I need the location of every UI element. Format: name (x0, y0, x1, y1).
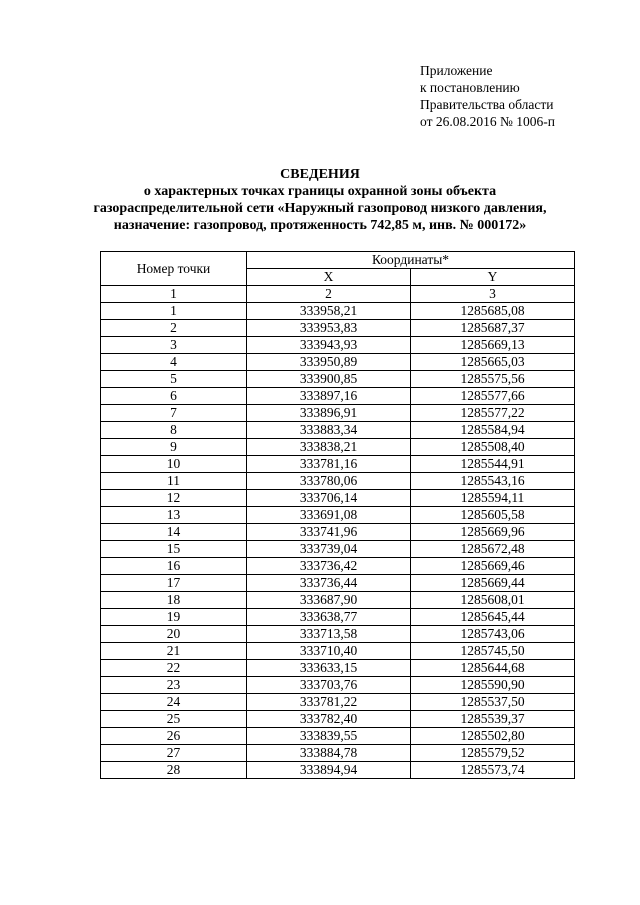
point-number-cell: 4 (101, 354, 247, 371)
appendix-line: к постановлению (420, 80, 520, 95)
appendix-note (420, 62, 555, 130)
table-row (101, 609, 575, 626)
y-coordinate-cell: 1285539,37 (411, 711, 575, 728)
y-coordinate-cell: 1285579,52 (411, 745, 575, 762)
y-coordinate-cell: 1285743,06 (411, 626, 575, 643)
y-coordinate-cell: 1285577,22 (411, 405, 575, 422)
y-coordinate-cell: 1285687,37 (411, 320, 575, 337)
x-coordinate-cell: 333638,77 (247, 609, 411, 626)
table-row (101, 711, 575, 728)
point-number-cell: 13 (101, 507, 247, 524)
table-row (101, 592, 575, 609)
y-coordinate-cell: 1285608,01 (411, 592, 575, 609)
point-number-cell: 12 (101, 490, 247, 507)
point-number-cell: 8 (101, 422, 247, 439)
point-number-cell: 23 (101, 677, 247, 694)
table-row (101, 728, 575, 745)
x-coordinate-cell: 333739,04 (247, 541, 411, 558)
point-number-cell: 16 (101, 558, 247, 575)
point-number-cell: 20 (101, 626, 247, 643)
y-coordinate-cell: 1285544,91 (411, 456, 575, 473)
y-coordinate-cell: 1285508,40 (411, 439, 575, 456)
appendix-line: от 26.08.2016 № 1006-п (420, 114, 555, 129)
column-number: 1 (101, 286, 247, 303)
point-number-cell: 17 (101, 575, 247, 592)
x-coordinate-cell: 333838,21 (247, 439, 411, 456)
x-coordinate-cell: 333894,94 (247, 762, 411, 779)
x-coordinate-cell: 333713,58 (247, 626, 411, 643)
appendix-line: Приложение (420, 63, 493, 78)
y-coordinate-cell: 1285584,94 (411, 422, 575, 439)
y-coordinate-cell: 1285685,08 (411, 303, 575, 320)
table-row (101, 694, 575, 711)
table-row (101, 660, 575, 677)
point-number-cell: 28 (101, 762, 247, 779)
point-number-cell: 1 (101, 303, 247, 320)
x-coordinate-cell: 333781,22 (247, 694, 411, 711)
table-row (101, 524, 575, 541)
table-row (101, 422, 575, 439)
point-number-cell: 10 (101, 456, 247, 473)
point-number-cell: 27 (101, 745, 247, 762)
y-coordinate-cell: 1285745,50 (411, 643, 575, 660)
table-row (101, 371, 575, 388)
y-coordinate-cell: 1285669,46 (411, 558, 575, 575)
y-coordinate-cell: 1285605,58 (411, 507, 575, 524)
table-row (101, 473, 575, 490)
document-title (0, 166, 640, 234)
table-row (101, 456, 575, 473)
x-coordinate-cell: 333950,89 (247, 354, 411, 371)
point-number-cell: 15 (101, 541, 247, 558)
header-x: X (247, 269, 411, 286)
title-line: о характерных точках границы охранной зоны объекта (143, 184, 497, 199)
table-row (101, 626, 575, 643)
x-coordinate-cell: 333633,15 (247, 660, 411, 677)
x-coordinate-cell: 333900,85 (247, 371, 411, 388)
table-body (101, 303, 575, 779)
header-point-number: Номер точки (101, 252, 247, 286)
table-row (101, 388, 575, 405)
x-coordinate-cell: 333710,40 (247, 643, 411, 660)
point-number-cell: 3 (101, 337, 247, 354)
title-line: назначение: газопровод, протяженность 742,85 м, инв. № 000172» (113, 218, 527, 233)
y-coordinate-cell: 1285575,56 (411, 371, 575, 388)
x-coordinate-cell: 333958,21 (247, 303, 411, 320)
table-row (101, 558, 575, 575)
y-coordinate-cell: 1285573,74 (411, 762, 575, 779)
table-row (101, 745, 575, 762)
x-coordinate-cell: 333687,90 (247, 592, 411, 609)
table-row (101, 643, 575, 660)
table-row (101, 354, 575, 371)
x-coordinate-cell: 333741,96 (247, 524, 411, 541)
y-coordinate-cell: 1285537,50 (411, 694, 575, 711)
point-number-cell: 19 (101, 609, 247, 626)
x-coordinate-cell: 333691,08 (247, 507, 411, 524)
table-row (101, 507, 575, 524)
point-number-cell: 26 (101, 728, 247, 745)
point-number-cell: 7 (101, 405, 247, 422)
point-number-cell: 25 (101, 711, 247, 728)
header-y: Y (411, 269, 575, 286)
table-header-row (101, 252, 575, 269)
x-coordinate-cell: 333706,14 (247, 490, 411, 507)
y-coordinate-cell: 1285594,11 (411, 490, 575, 507)
table-row (101, 320, 575, 337)
point-number-cell: 9 (101, 439, 247, 456)
x-coordinate-cell: 333896,91 (247, 405, 411, 422)
table-row (101, 405, 575, 422)
y-coordinate-cell: 1285644,68 (411, 660, 575, 677)
point-number-cell: 6 (101, 388, 247, 405)
point-number-cell: 24 (101, 694, 247, 711)
x-coordinate-cell: 333703,76 (247, 677, 411, 694)
x-coordinate-cell: 333781,16 (247, 456, 411, 473)
x-coordinate-cell: 333736,42 (247, 558, 411, 575)
appendix-line: Правительства области (420, 97, 554, 112)
table-row (101, 541, 575, 558)
point-number-cell: 14 (101, 524, 247, 541)
title-heading: СВЕДЕНИЯ (280, 167, 360, 182)
table-row (101, 762, 575, 779)
table-row (101, 490, 575, 507)
column-number: 3 (411, 286, 575, 303)
table-row (101, 677, 575, 694)
point-number-cell: 5 (101, 371, 247, 388)
y-coordinate-cell: 1285645,44 (411, 609, 575, 626)
x-coordinate-cell: 333897,16 (247, 388, 411, 405)
table-row (101, 439, 575, 456)
x-coordinate-cell: 333782,40 (247, 711, 411, 728)
y-coordinate-cell: 1285543,16 (411, 473, 575, 490)
y-coordinate-cell: 1285669,96 (411, 524, 575, 541)
point-number-cell: 22 (101, 660, 247, 677)
table-row (101, 303, 575, 320)
y-coordinate-cell: 1285502,80 (411, 728, 575, 745)
x-coordinate-cell: 333883,34 (247, 422, 411, 439)
x-coordinate-cell: 333736,44 (247, 575, 411, 592)
y-coordinate-cell: 1285590,90 (411, 677, 575, 694)
column-numbering-row (101, 286, 575, 303)
coordinates-table (100, 251, 575, 779)
x-coordinate-cell: 333780,06 (247, 473, 411, 490)
header-coordinates: Координаты* (247, 252, 575, 269)
point-number-cell: 2 (101, 320, 247, 337)
column-number: 2 (247, 286, 411, 303)
table-row (101, 337, 575, 354)
table-row (101, 575, 575, 592)
y-coordinate-cell: 1285669,44 (411, 575, 575, 592)
point-number-cell: 11 (101, 473, 247, 490)
x-coordinate-cell: 333953,83 (247, 320, 411, 337)
point-number-cell: 21 (101, 643, 247, 660)
point-number-cell: 18 (101, 592, 247, 609)
y-coordinate-cell: 1285577,66 (411, 388, 575, 405)
x-coordinate-cell: 333884,78 (247, 745, 411, 762)
y-coordinate-cell: 1285665,03 (411, 354, 575, 371)
x-coordinate-cell: 333839,55 (247, 728, 411, 745)
x-coordinate-cell: 333943,93 (247, 337, 411, 354)
title-line: газораспределительной сети «Наружный газопровод низкого давления, (93, 201, 547, 216)
y-coordinate-cell: 1285672,48 (411, 541, 575, 558)
y-coordinate-cell: 1285669,13 (411, 337, 575, 354)
